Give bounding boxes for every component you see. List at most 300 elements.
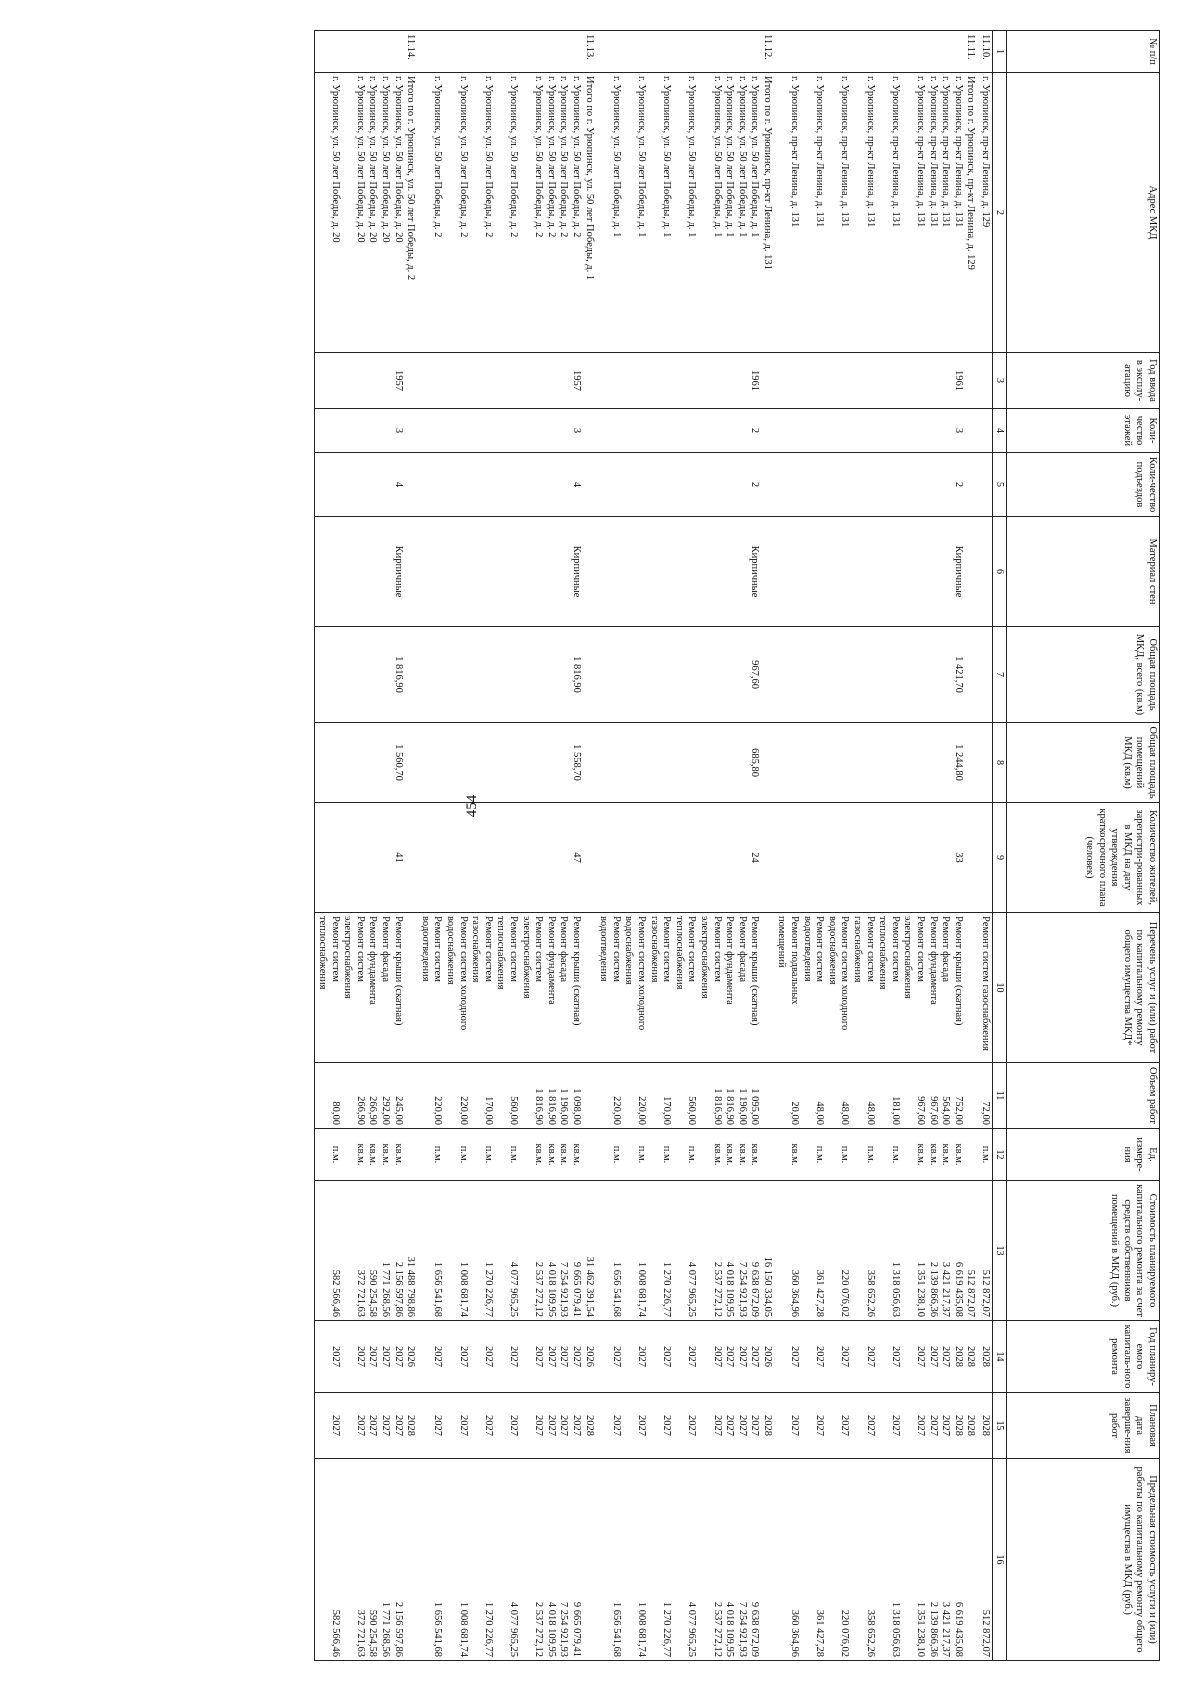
- end-date-cell-line: 2028: [405, 1415, 417, 1436]
- end-date-cell-line: 2027: [457, 1415, 469, 1436]
- table-row: [977, 31, 992, 1661]
- volume-cell-line: [901, 1066, 914, 1125]
- cost-cell-line: [443, 1184, 456, 1317]
- volume-cell-line: 1 196,00: [736, 1088, 748, 1125]
- cost-cell-line: [800, 1184, 813, 1317]
- total-area-cell: [774, 627, 978, 723]
- volume-cell: [977, 1063, 992, 1129]
- cost-cell: [314, 1181, 417, 1321]
- cost-cell-line: 372 721,63: [354, 1269, 366, 1317]
- address-cell-line: г. Урюпинск, ул. 50 лет Победы, д. 2: [432, 76, 444, 238]
- plan-year-cell: [774, 1321, 978, 1393]
- cost-cell-line: [597, 1184, 610, 1317]
- address-cell-line: [597, 76, 610, 349]
- unit-cell-line: [850, 1132, 863, 1177]
- year-cell-value: 1961: [952, 370, 964, 391]
- plan-year-cell-line: 2027: [354, 1346, 366, 1367]
- table-row: [314, 31, 417, 1661]
- limit-cell-line: [316, 1462, 329, 1657]
- works-cell-line: теплоснабжения: [317, 916, 329, 990]
- address-cell-line: г. Урюпинск, ул. 50 лет Победы, д. 1: [724, 76, 736, 238]
- total-area-cell: [417, 627, 595, 723]
- end-date-cell-line: [494, 1396, 507, 1455]
- volume-cell-line: 48,00: [864, 1101, 876, 1125]
- plan-year-cell-line: [494, 1324, 507, 1389]
- works-cell-line: Ремонт систем: [661, 916, 673, 982]
- cost-cell-line: [418, 1184, 431, 1317]
- header-row: [1007, 31, 1160, 1661]
- end-date-cell-line: 2027: [915, 1415, 927, 1436]
- unit-cell-line: [404, 1132, 417, 1177]
- address-cell-line: г. Урюпинск, ул. 50 лет Победы, д. 1: [610, 76, 622, 238]
- total-area-cell: [314, 627, 417, 723]
- row-number: [774, 31, 978, 73]
- unit-cell-line: п.м.: [686, 1145, 698, 1164]
- column-header: № п/п: [1007, 31, 1160, 73]
- end-date-cell: [977, 1393, 992, 1459]
- plan-year-cell-line: [469, 1324, 482, 1389]
- walls-cell: [596, 517, 774, 627]
- column-number: 11: [993, 1063, 1007, 1129]
- limit-cell: [314, 1459, 417, 1661]
- unit-cell-line: [494, 1132, 507, 1177]
- works-cell-line: теплоснабжения: [877, 916, 889, 990]
- unit-cell-line: п.м.: [457, 1145, 469, 1164]
- end-date-cell-line: [469, 1396, 482, 1455]
- unit-cell-line: кв.м.: [392, 1143, 404, 1166]
- unit-cell-line: кв.м.: [533, 1143, 545, 1166]
- limit-cell-line: 4 018 109,95: [724, 1601, 736, 1657]
- works-cell: [314, 913, 417, 1063]
- works-cell-line: Ремонт подвальных: [789, 916, 801, 1005]
- address-cell-line: [647, 76, 660, 349]
- column-header: Адрес МКД: [1007, 73, 1160, 353]
- table-row: [596, 31, 774, 1661]
- plan-year-cell-line: [850, 1324, 863, 1389]
- works-cell-line: электроснабжения: [520, 916, 532, 999]
- works-cell-line: Ремонт систем холодного: [457, 916, 469, 1031]
- limit-cell-line: 2 537 272,12: [711, 1601, 723, 1657]
- plan-year-cell-line: 2027: [889, 1346, 901, 1367]
- cost-cell-line: 358 652,26: [864, 1269, 876, 1317]
- works-cell-line: Ремонт систем: [432, 916, 444, 982]
- works-cell-line: Ремонт систем: [610, 916, 622, 982]
- end-date-cell-line: [519, 1396, 532, 1455]
- unit-cell: [417, 1129, 595, 1181]
- volume-cell-line: 48,00: [839, 1101, 851, 1125]
- end-date-cell-line: [622, 1396, 635, 1455]
- walls-cell-value: Кирпичные: [392, 545, 404, 598]
- plan-year-cell-line: [901, 1324, 914, 1389]
- row-number: [596, 31, 774, 73]
- plan-year-cell-line: 2027: [864, 1346, 876, 1367]
- premises-area-cell-value: 1 560,70: [392, 744, 404, 781]
- column-number: 13: [993, 1181, 1007, 1321]
- column-number: 9: [993, 803, 1007, 913]
- unit-cell-line: [582, 1132, 595, 1177]
- works-cell-line: водоотведения: [598, 916, 610, 982]
- works-cell-line: Ремонт систем: [915, 916, 927, 982]
- works-cell-line: Ремонт фундамента: [927, 916, 939, 1005]
- plan-year-cell-line: 2027: [661, 1346, 673, 1367]
- end-date-cell-line: 2027: [749, 1415, 761, 1436]
- address-cell-line: г. Урюпинск, пр-кт Ленина, д. 131: [839, 76, 851, 228]
- cost-cell-line: 9 638 672,09: [749, 1261, 761, 1317]
- column-number: 3: [993, 353, 1007, 409]
- limit-cell-line: 512 872,07: [980, 1609, 991, 1657]
- plan-year-cell-line: 2028: [952, 1346, 964, 1367]
- table-row: [417, 31, 595, 1661]
- entrances-cell: [314, 453, 417, 517]
- column-header: Стоимость планируемого капитального ремонта за счет средств собственников помещений в МКД (руб.): [1007, 1181, 1160, 1321]
- residents-cell: [774, 803, 978, 913]
- works-cell-line: теплоснабжения: [673, 916, 685, 990]
- walls-cell: [977, 517, 992, 627]
- end-date-cell-line: [850, 1396, 863, 1455]
- limit-cell-line: [582, 1462, 595, 1657]
- end-date-cell-line: 2028: [583, 1415, 595, 1436]
- premises-area-cell: [417, 723, 595, 803]
- plan-year-cell-line: 2027: [392, 1346, 404, 1367]
- address-cell-line: г. Урюпинск, пр-кт Ленина, д. 131: [940, 76, 952, 228]
- unit-cell-line: [622, 1132, 635, 1177]
- plan-year-cell-line: 2028: [980, 1346, 991, 1367]
- total-area-cell: [596, 627, 774, 723]
- volume-cell-line: 72,00: [980, 1101, 991, 1125]
- works-cell-line: газоснабжения: [470, 916, 482, 983]
- column-number: 4: [993, 409, 1007, 453]
- volume-cell-line: [760, 1066, 773, 1125]
- cost-cell-line: 9 665 079,41: [571, 1261, 582, 1317]
- floors-cell: [596, 409, 774, 453]
- address-cell-line: г. Урюпинск, пр-кт Ленина, д. 131: [789, 76, 801, 228]
- unit-cell: [977, 1129, 992, 1181]
- unit-cell-line: [697, 1132, 710, 1177]
- unit-cell-line: п.м.: [635, 1145, 647, 1164]
- plan-year-cell-line: 2027: [814, 1346, 826, 1367]
- limit-cell-line: [647, 1462, 660, 1657]
- cost-cell-line: 512 872,07: [965, 1269, 977, 1317]
- plan-year-cell-line: 2027: [915, 1346, 927, 1367]
- limit-cell-line: 582 566,46: [329, 1609, 341, 1657]
- limit-cell: [417, 1459, 595, 1661]
- plan-year-cell-line: 2027: [724, 1346, 736, 1367]
- volume-cell-line: 752,00: [952, 1096, 964, 1125]
- works-cell-line: Ремонт систем: [889, 916, 901, 982]
- row-number-value: 11.14.: [405, 34, 417, 60]
- volume-cell-line: 220,00: [635, 1096, 647, 1125]
- end-date-cell-line: 2028: [761, 1415, 773, 1436]
- unit-cell-line: п.м.: [508, 1145, 520, 1164]
- volume-cell-line: [443, 1066, 456, 1125]
- address-cell-line: г. Урюпинск, пр-кт Ленина, д. 131: [889, 76, 901, 228]
- cost-cell-line: [316, 1184, 329, 1317]
- unit-cell-line: [647, 1132, 660, 1177]
- volume-cell-line: [672, 1066, 685, 1125]
- volume-cell-line: 220,00: [432, 1096, 444, 1125]
- cost-cell-line: 2 537 272,12: [711, 1261, 723, 1317]
- address-cell-line: г. Урюпинск, пр-кт Ленина, д. 131: [864, 76, 876, 228]
- page-number: 454: [464, 794, 480, 818]
- cost-cell-line: [622, 1184, 635, 1317]
- plan-year-cell-line: [597, 1324, 610, 1389]
- cost-cell-line: 7 254 921,93: [736, 1261, 748, 1317]
- address-cell-line: г. Урюпинск, ул. 50 лет Победы, д. 1: [749, 76, 761, 238]
- walls-cell-value: Кирпичные: [749, 545, 761, 598]
- plan-year-cell-line: 2026: [761, 1346, 773, 1367]
- limit-cell-line: 360 364,96: [789, 1609, 801, 1657]
- works-cell-line: Ремонт систем: [508, 916, 520, 982]
- column-header: Материал стен: [1007, 517, 1160, 627]
- unit-cell-line: [775, 1132, 788, 1177]
- column-number: 1: [993, 31, 1007, 73]
- floors-cell: [977, 409, 992, 453]
- unit-cell-line: п.м.: [661, 1145, 673, 1164]
- floors-cell-value: 3: [952, 427, 964, 434]
- volume-cell-line: 1 196,00: [558, 1088, 570, 1125]
- address-cell-line: г. Урюпинск, ул. 50 лет Победы, д. 1: [661, 76, 673, 238]
- year-cell-value: 1957: [571, 370, 582, 391]
- address-cell-line: г. Урюпинск, ул. 50 лет Победы, д. 20: [329, 76, 341, 243]
- unit-cell-line: кв.м.: [367, 1143, 379, 1166]
- volume-cell-line: [494, 1066, 507, 1125]
- volume-cell-line: [341, 1066, 354, 1125]
- unit-cell: [314, 1129, 417, 1181]
- cost-cell-line: 6 619 435,08: [952, 1261, 964, 1317]
- address-cell-line: г. Урюпинск, ул. 50 лет Победы, д. 20: [380, 76, 392, 243]
- year-cell: [314, 353, 417, 409]
- unit-cell-line: [964, 1132, 977, 1177]
- volume-cell-line: 181,00: [889, 1096, 901, 1125]
- address-cell-line: [850, 76, 863, 349]
- address-cell-line: Итого по г. Урюпинск, пр-кт Ленина, д. 129: [965, 76, 977, 270]
- cost-cell-line: 1 656 541,68: [432, 1261, 444, 1317]
- works-cell-line: Ремонт фасада: [940, 916, 952, 983]
- column-header: Коли-чество этажей: [1007, 409, 1160, 453]
- column-number: 7: [993, 627, 1007, 723]
- volume-cell-line: 1 816,90: [711, 1088, 723, 1125]
- limit-cell: [774, 1459, 978, 1661]
- cost-cell-line: 582 566,46: [329, 1269, 341, 1317]
- unit-cell-line: [825, 1132, 838, 1177]
- residents-cell-value: 47: [571, 852, 582, 863]
- address-cell-line: [519, 76, 532, 349]
- column-number: 16: [993, 1459, 1007, 1661]
- address-cell-line: г. Урюпинск, ул. 50 лет Победы, д. 1: [635, 76, 647, 238]
- limit-cell-line: [418, 1462, 431, 1657]
- end-date-cell-line: 2027: [724, 1415, 736, 1436]
- limit-cell-line: [697, 1462, 710, 1657]
- cost-cell: [977, 1181, 992, 1321]
- entrances-cell-value: 4: [392, 481, 404, 488]
- entrances-cell-value: 2: [952, 481, 964, 488]
- works-cell-line: электроснабжения: [698, 916, 710, 999]
- cost-cell-line: [519, 1184, 532, 1317]
- column-number: 14: [993, 1321, 1007, 1393]
- limit-cell-line: 1 656 541,68: [610, 1601, 622, 1657]
- entrances-cell: [977, 453, 992, 517]
- plan-year-cell-line: [825, 1324, 838, 1389]
- unit-cell-line: п.м.: [482, 1145, 494, 1164]
- works-cell-line: Ремонт систем: [354, 916, 366, 982]
- works-cell-line: Ремонт фундамента: [545, 916, 557, 1005]
- limit-cell-line: [404, 1462, 417, 1657]
- end-date-cell-line: 2027: [686, 1415, 698, 1436]
- floors-cell: [314, 409, 417, 453]
- works-cell-line: Ремонт систем холодного: [839, 916, 851, 1031]
- end-date-cell-line: 2027: [380, 1415, 392, 1436]
- address-cell-line: г. Урюпинск, ул. 50 лет Победы, д. 20: [354, 76, 366, 243]
- unit-cell-line: [876, 1132, 889, 1177]
- plan-year-cell-line: 2027: [571, 1346, 582, 1367]
- unit-cell: [774, 1129, 978, 1181]
- premises-area-cell-value: 1 558,70: [571, 744, 582, 781]
- address-cell-line: г. Урюпинск, ул. 50 лет Победы, д. 20: [392, 76, 404, 243]
- end-date-cell-line: [697, 1396, 710, 1455]
- cost-cell-line: [469, 1184, 482, 1317]
- plan-year-cell-line: [316, 1324, 329, 1389]
- limit-cell-line: 1 008 681,74: [635, 1601, 647, 1657]
- limit-cell-line: [443, 1462, 456, 1657]
- cost-cell-line: 1 008 681,74: [635, 1261, 647, 1317]
- works-cell: [417, 913, 595, 1063]
- volume-cell-line: [469, 1066, 482, 1125]
- plan-year-cell: [596, 1321, 774, 1393]
- column-header: Общая площадь помещений МКД (кв.м): [1007, 723, 1160, 803]
- end-date-cell-line: 2027: [789, 1415, 801, 1436]
- unit-cell-line: кв.м.: [940, 1143, 952, 1166]
- works-cell-line: водоснабжения: [445, 916, 457, 985]
- plan-year-cell-line: [418, 1324, 431, 1389]
- volume-cell-line: 967,60: [915, 1096, 927, 1125]
- volume-cell-line: 560,00: [686, 1096, 698, 1125]
- works-cell: [596, 913, 774, 1063]
- end-date-cell-line: 2027: [367, 1415, 379, 1436]
- cost-cell-line: 2 156 597,86: [392, 1261, 404, 1317]
- volume-cell-line: [519, 1066, 532, 1125]
- limit-cell-line: 590 254,58: [367, 1609, 379, 1657]
- works-cell-line: Ремонт крыши (скатная): [749, 916, 761, 1026]
- address-cell-line: [316, 76, 329, 349]
- limit-cell-line: 1 008 681,74: [457, 1601, 469, 1657]
- volume-cell-line: 266,90: [354, 1096, 366, 1125]
- unit-cell-line: п.м.: [814, 1145, 826, 1164]
- address-cell-line: Итого по г. Урюпинск, ул. 50 лет Победы, д. 2: [405, 76, 417, 281]
- cost-cell-line: 1 318 056,63: [889, 1261, 901, 1317]
- plan-year-cell-line: [622, 1324, 635, 1389]
- plan-year-cell-line: [697, 1324, 710, 1389]
- cost-cell-line: 31 462 391,54: [583, 1256, 595, 1317]
- plan-year-cell-line: 2026: [583, 1346, 595, 1367]
- volume-cell-line: 1 816,90: [724, 1088, 736, 1125]
- unit-cell-line: п.м.: [839, 1145, 851, 1164]
- premises-area-cell: [314, 723, 417, 803]
- cost-cell-line: 3 421 217,37: [940, 1261, 952, 1317]
- unit-cell-line: кв.м.: [749, 1143, 761, 1166]
- unit-cell-line: кв.м.: [724, 1143, 736, 1166]
- address-cell-line: г. Урюпинск, ул. 50 лет Победы, д. 1: [736, 76, 748, 238]
- plan-year-cell-line: [876, 1324, 889, 1389]
- works-cell-line: Ремонт систем: [533, 916, 545, 982]
- year-cell: [417, 353, 595, 409]
- volume-cell: [774, 1063, 978, 1129]
- address-cell-line: [418, 76, 431, 349]
- limit-cell-line: [964, 1462, 977, 1657]
- works-cell-line: электроснабжения: [342, 916, 354, 999]
- end-date-cell-line: [825, 1396, 838, 1455]
- plan-year-cell: [417, 1321, 595, 1393]
- end-date-cell-line: 2027: [711, 1415, 723, 1436]
- limit-cell-line: [760, 1462, 773, 1657]
- limit-cell-line: 1 351 238,10: [915, 1601, 927, 1657]
- year-cell: [774, 353, 978, 409]
- plan-year-cell-line: 2027: [711, 1346, 723, 1367]
- cost-cell-line: 2 139 866,36: [927, 1261, 939, 1317]
- address-cell-line: г. Урюпинск, пр-кт Ленина, д. 131: [927, 76, 939, 228]
- walls-cell: [417, 517, 595, 627]
- end-date-cell-line: 2027: [354, 1415, 366, 1436]
- plan-year-cell-line: 2027: [508, 1346, 520, 1367]
- unit-cell-line: кв.м.: [558, 1143, 570, 1166]
- volume-cell-line: 245,00: [392, 1096, 404, 1125]
- plan-year-cell-line: 2027: [736, 1346, 748, 1367]
- volume-cell-line: [622, 1066, 635, 1125]
- volume-cell-line: 1 816,90: [533, 1088, 545, 1125]
- cost-cell-line: 1 270 226,77: [661, 1261, 673, 1317]
- address-cell-line: г. Урюпинск, пр-кт Ленина, д. 129: [980, 76, 991, 228]
- works-cell-line: Ремонт систем: [482, 916, 494, 982]
- address-cell-line: г. Урюпинск, ул. 50 лет Победы, д. 2: [482, 76, 494, 238]
- cost-cell-line: 4 077 965,25: [686, 1261, 698, 1317]
- works-cell-line: Ремонт систем: [814, 916, 826, 982]
- cost-cell-line: 1 270 226,77: [482, 1261, 494, 1317]
- end-date-cell-line: 2027: [329, 1415, 341, 1436]
- column-number-row: [993, 31, 1007, 1661]
- limit-cell-line: 9 665 079,41: [571, 1601, 582, 1657]
- cost-cell-line: 4 018 109,95: [545, 1261, 557, 1317]
- end-date-cell: [314, 1393, 417, 1459]
- cost-cell-line: [876, 1184, 889, 1317]
- cost-cell: [417, 1181, 595, 1321]
- limit-cell-line: [519, 1462, 532, 1657]
- unit-cell-line: [418, 1132, 431, 1177]
- unit-cell-line: п.м.: [610, 1145, 622, 1164]
- volume-cell-line: [697, 1066, 710, 1125]
- volume-cell-line: 220,00: [610, 1096, 622, 1125]
- unit-cell-line: п.м.: [432, 1145, 444, 1164]
- cost-cell: [774, 1181, 978, 1321]
- limit-cell-line: [672, 1462, 685, 1657]
- end-date-cell-line: [443, 1396, 456, 1455]
- entrances-cell-value: 4: [571, 481, 582, 488]
- works-cell-line: водоснабжения: [826, 916, 838, 985]
- works-cell-line: электроснабжения: [902, 916, 914, 999]
- floors-cell-value: 3: [571, 427, 582, 434]
- works-cell-line: водоотведения: [801, 916, 813, 982]
- address-cell: [596, 73, 774, 353]
- address-cell-line: Итого по г. Урюпинск, пр-кт Ленина, д. 131: [761, 76, 773, 270]
- end-date-cell-line: [800, 1396, 813, 1455]
- works-cell-line: водоснабжения: [623, 916, 635, 985]
- unit-cell-line: [760, 1132, 773, 1177]
- cost-cell-line: [697, 1184, 710, 1317]
- end-date-cell-line: [316, 1396, 329, 1455]
- unit-cell-line: [800, 1132, 813, 1177]
- plan-year-cell-line: 2027: [610, 1346, 622, 1367]
- column-header: Общая площадь МКД, всего (кв.м): [1007, 627, 1160, 723]
- end-date-cell-line: 2027: [432, 1415, 444, 1436]
- plan-year-cell-line: 2028: [965, 1346, 977, 1367]
